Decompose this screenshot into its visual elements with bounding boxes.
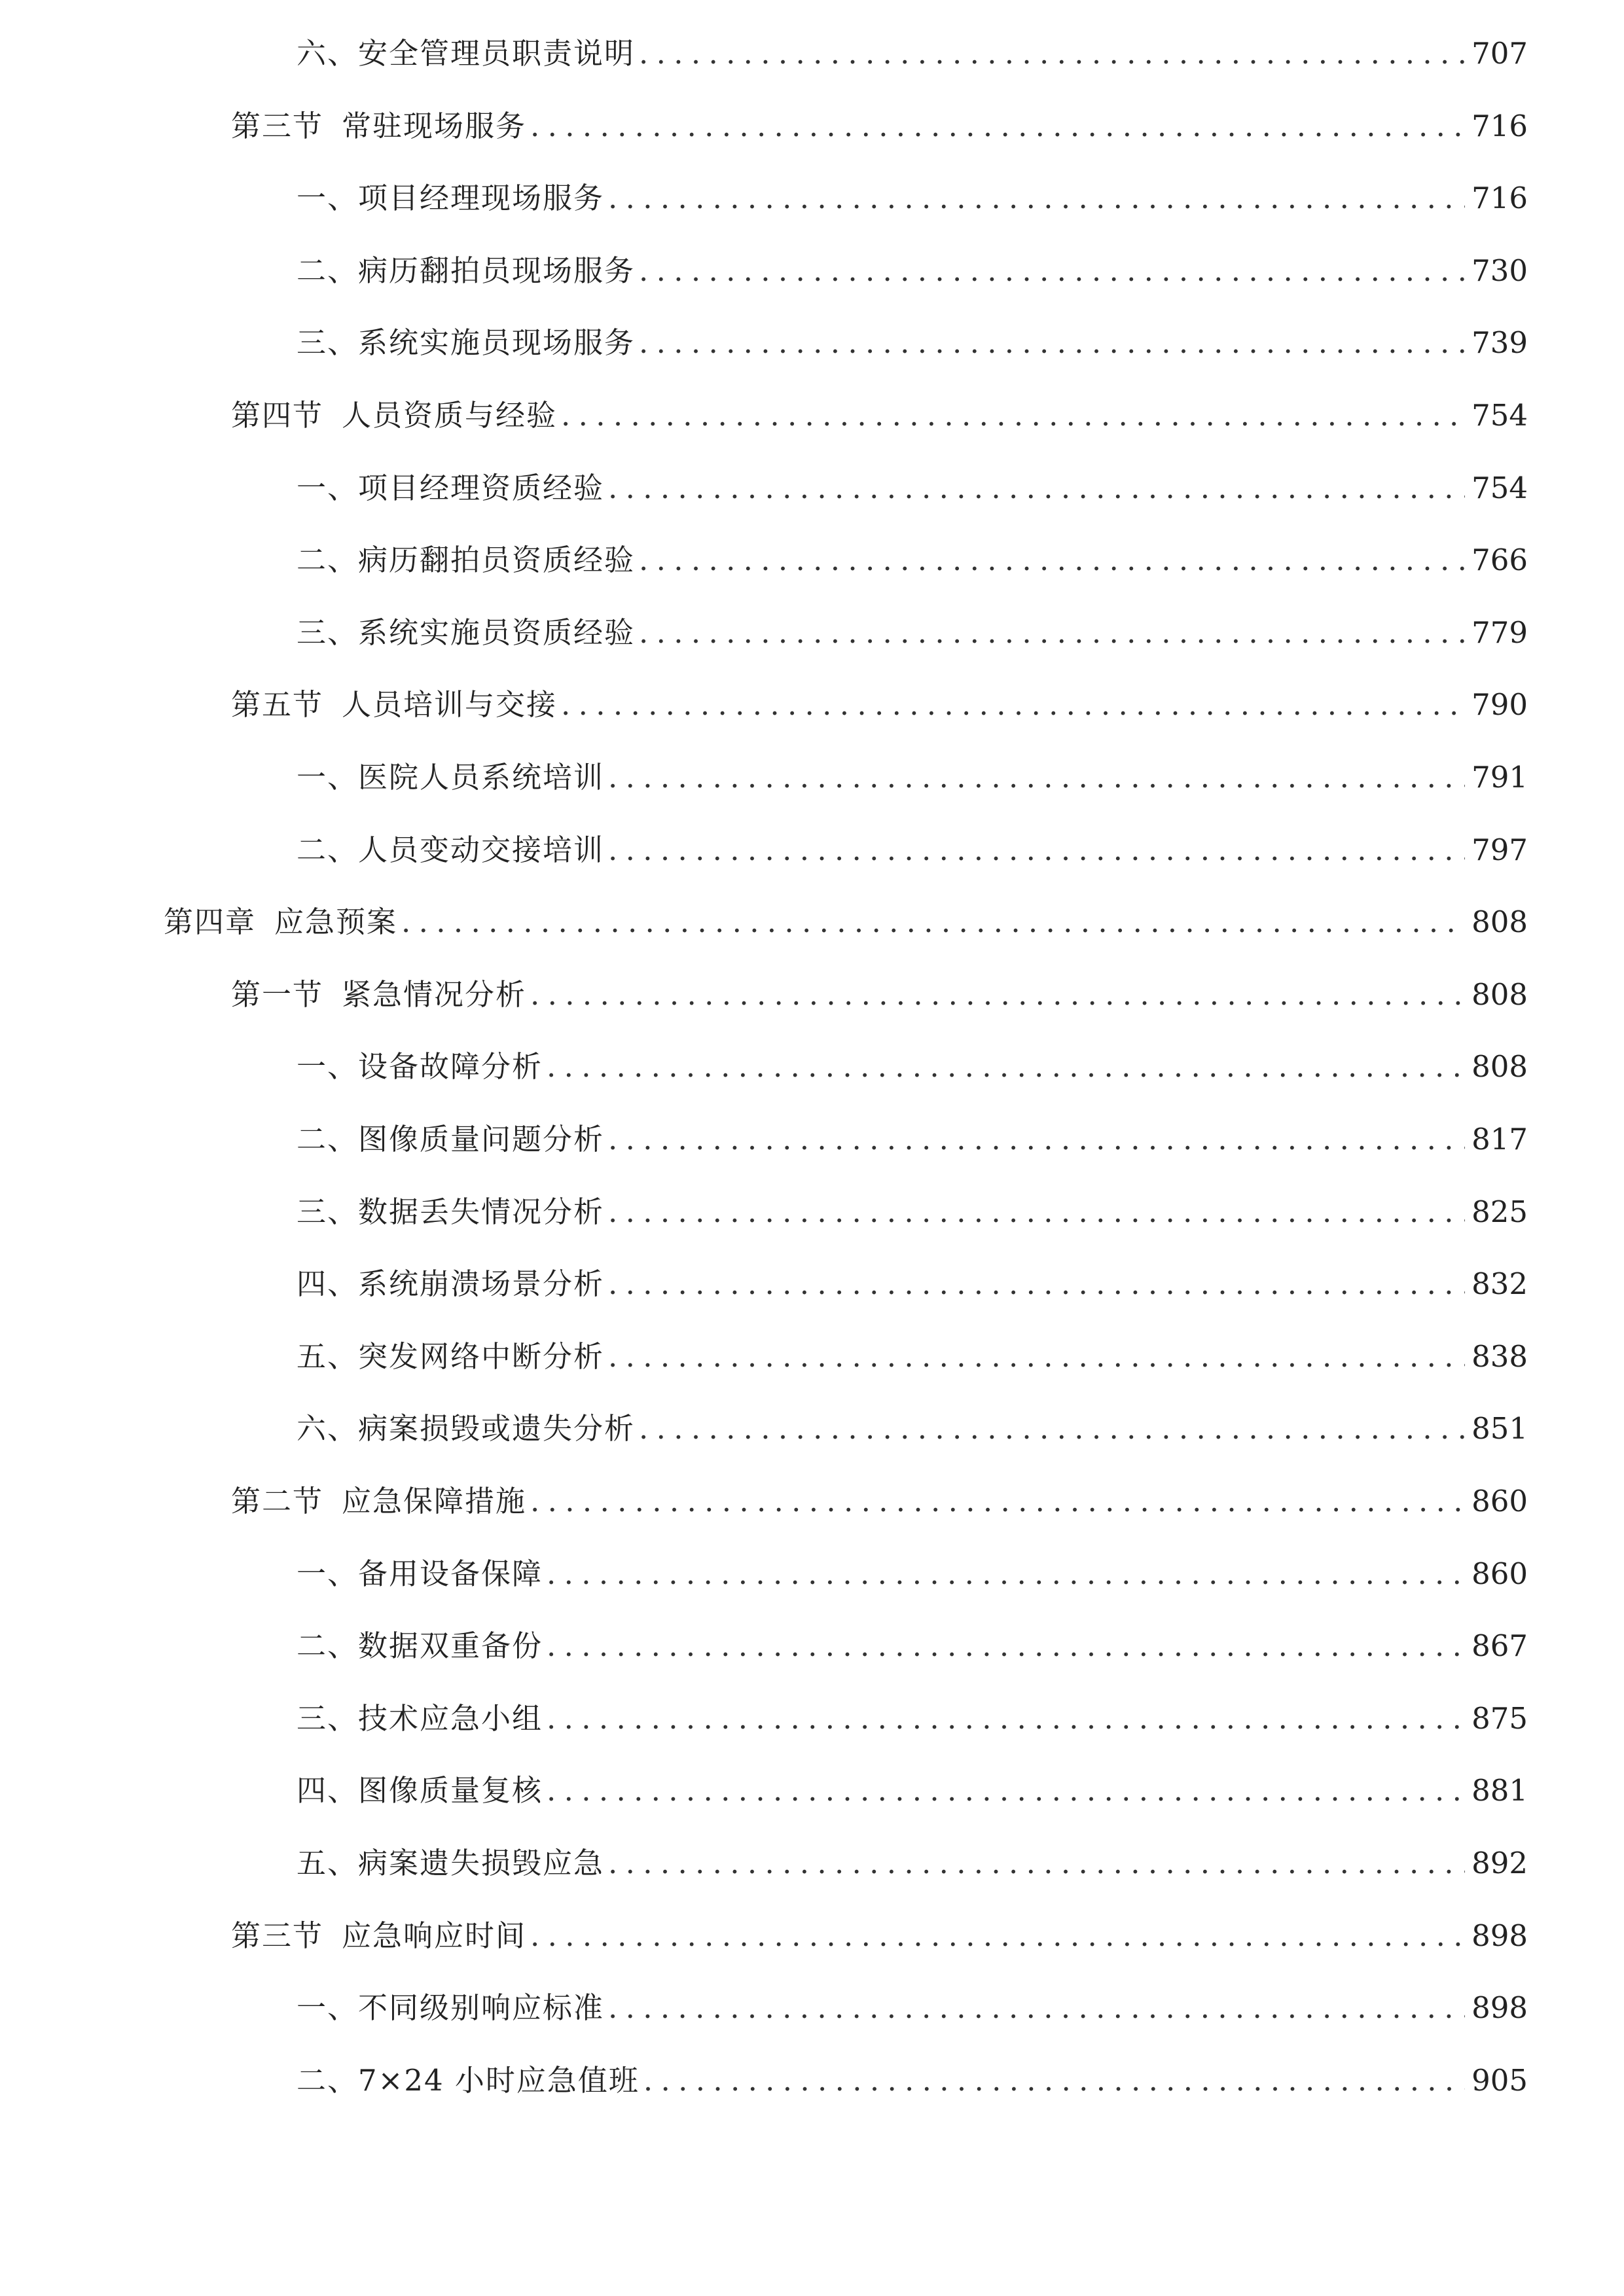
toc-entry-title: 人员培训与交接 <box>342 687 558 722</box>
toc-entry-title: 数据双重备份 <box>358 1628 543 1663</box>
toc-entry-title: 备用设备保障 <box>358 1556 543 1591</box>
toc-entry-title: 7×24 小时应急值班 <box>358 2063 640 2098</box>
toc-entry[interactable] <box>231 1913 1528 1959</box>
toc-entry[interactable] <box>164 899 1528 945</box>
toc-entry-page-number: 898 <box>1471 1918 1528 1953</box>
toc-entry-title: 应急保障措施 <box>342 1484 527 1518</box>
toc-entry-prefix: 二、 <box>297 833 359 867</box>
toc-entry[interactable] <box>297 320 1528 366</box>
toc-entry-prefix: 四、 <box>297 1266 359 1301</box>
toc-entry-prefix: 二、 <box>297 1122 359 1157</box>
toc-entry-page-number: 808 <box>1471 977 1528 1012</box>
toc-entry[interactable] <box>297 1985 1528 2031</box>
toc-entry-prefix: 五、 <box>297 1846 359 1880</box>
toc-entry-page-number: 730 <box>1471 253 1528 288</box>
dot-leader <box>547 1623 1465 1669</box>
toc-entry-title: 医院人员系统培训 <box>358 760 605 795</box>
dot-leader <box>547 1044 1465 1090</box>
toc-entry[interactable] <box>297 755 1528 800</box>
toc-entry[interactable] <box>297 1044 1528 1090</box>
dot-leader <box>530 1479 1465 1524</box>
toc-entry-page-number: 790 <box>1471 687 1528 722</box>
toc-entry-title: 不同级别响应标准 <box>358 1990 605 2025</box>
toc-entry[interactable] <box>297 248 1528 294</box>
toc-entry-title: 图像质量复核 <box>358 1773 543 1808</box>
toc-entry-title: 人员变动交接培训 <box>358 833 605 867</box>
toc-entry-prefix: 第一节 <box>231 977 324 1012</box>
toc-entry-title: 病案遗失损毁应急 <box>358 1846 605 1880</box>
toc-entry-page-number: 832 <box>1471 1266 1528 1301</box>
dot-leader <box>639 537 1465 583</box>
toc-entry-prefix: 一、 <box>297 1990 359 2025</box>
dot-leader <box>401 899 1465 945</box>
dot-leader <box>530 1913 1465 1959</box>
toc-entry-title: 系统崩溃场景分析 <box>358 1266 605 1301</box>
toc-entry[interactable] <box>297 610 1528 656</box>
toc-entry-prefix: 六、 <box>297 36 359 71</box>
toc-entry-page-number: 881 <box>1471 1773 1528 1808</box>
dot-leader <box>608 1840 1465 1886</box>
toc-entry[interactable] <box>231 393 1528 439</box>
dot-leader <box>530 103 1465 149</box>
toc-entry-title: 技术应急小组 <box>358 1701 543 1736</box>
toc-entry-prefix: 三、 <box>297 1194 359 1229</box>
toc-entry-page-number: 716 <box>1471 109 1528 143</box>
toc-entry-prefix: 第五节 <box>231 687 324 722</box>
toc-entry-title: 应急预案 <box>274 905 398 939</box>
dot-leader <box>608 465 1465 511</box>
toc-entry-title: 安全管理员职责说明 <box>358 36 636 71</box>
toc-entry-prefix: 四、 <box>297 1773 359 1808</box>
toc-entry[interactable] <box>297 1189 1528 1235</box>
toc-entry[interactable] <box>297 175 1528 221</box>
toc-entry-prefix: 五、 <box>297 1339 359 1374</box>
toc-entry[interactable] <box>297 827 1528 873</box>
toc-entry-prefix: 第四节 <box>231 398 324 433</box>
toc-entry-page-number: 754 <box>1471 398 1528 433</box>
dot-leader <box>530 972 1465 1018</box>
toc-entry[interactable] <box>297 1551 1528 1597</box>
toc-entry-prefix: 三、 <box>297 1701 359 1736</box>
toc-entry-page-number: 860 <box>1471 1556 1528 1591</box>
dot-leader <box>639 1406 1465 1452</box>
toc-entry[interactable] <box>297 1623 1528 1669</box>
toc-entry-title: 紧急情况分析 <box>342 977 527 1012</box>
toc-entry-prefix: 一、 <box>297 1049 359 1084</box>
toc-entry-page-number: 817 <box>1471 1122 1528 1157</box>
toc-entry-title: 病历翻拍员资质经验 <box>358 543 636 577</box>
toc-entry-page-number: 825 <box>1471 1194 1528 1229</box>
toc-entry-prefix: 一、 <box>297 1556 359 1591</box>
toc-entry-page-number: 766 <box>1471 543 1528 577</box>
dot-leader <box>608 175 1465 221</box>
toc-entry-page-number: 867 <box>1471 1628 1528 1663</box>
toc-entry-title: 项目经理现场服务 <box>358 181 605 215</box>
dot-leader <box>608 1261 1465 1307</box>
toc-entry[interactable] <box>297 1261 1528 1307</box>
toc-entry-page-number: 851 <box>1471 1411 1528 1446</box>
toc-entry-prefix: 二、 <box>297 253 359 288</box>
toc-entry-title: 常驻现场服务 <box>342 109 527 143</box>
toc-entry-page-number: 898 <box>1471 1990 1528 2025</box>
toc-entry-page-number: 808 <box>1471 1049 1528 1084</box>
toc-entry-prefix: 二、 <box>297 1628 359 1663</box>
dot-leader <box>561 393 1465 439</box>
toc-entry-page-number: 860 <box>1471 1484 1528 1518</box>
dot-leader <box>608 1334 1465 1380</box>
dot-leader <box>639 610 1465 656</box>
dot-leader <box>547 1768 1465 1814</box>
dot-leader <box>547 1551 1465 1597</box>
toc-entry[interactable] <box>297 1768 1528 1814</box>
dot-leader <box>639 248 1465 294</box>
dot-leader <box>639 31 1465 77</box>
toc-entry-title: 系统实施员现场服务 <box>358 325 636 360</box>
dot-leader <box>608 827 1465 873</box>
toc-entry-prefix: 二、 <box>297 543 359 577</box>
toc-entry-title: 图像质量问题分析 <box>358 1122 605 1157</box>
toc-entry-prefix: 三、 <box>297 615 359 650</box>
toc-entry[interactable] <box>297 31 1528 77</box>
toc-entry-title: 病历翻拍员现场服务 <box>358 253 636 288</box>
toc-entry-page-number: 779 <box>1471 615 1528 650</box>
toc-entry-title: 项目经理资质经验 <box>358 471 605 505</box>
toc-entry[interactable] <box>231 972 1528 1018</box>
toc-entry-page-number: 892 <box>1471 1846 1528 1880</box>
toc-entry-page-number: 838 <box>1471 1339 1528 1374</box>
toc-entry-title: 突发网络中断分析 <box>358 1339 605 1374</box>
dot-leader <box>608 1117 1465 1162</box>
toc-entry-title: 系统实施员资质经验 <box>358 615 636 650</box>
toc-entry-page-number: 754 <box>1471 471 1528 505</box>
toc-entry-page-number: 875 <box>1471 1701 1528 1736</box>
toc-entry-prefix: 三、 <box>297 325 359 360</box>
toc-entry-page-number: 791 <box>1471 760 1528 795</box>
toc-entry-title: 设备故障分析 <box>358 1049 543 1084</box>
dot-leader <box>561 682 1465 728</box>
toc-entry-prefix: 一、 <box>297 181 359 215</box>
toc-entry[interactable] <box>297 2058 1528 2104</box>
toc-entry-prefix: 第三节 <box>231 109 324 143</box>
toc-entry-prefix: 第四章 <box>164 905 257 939</box>
dot-leader <box>643 2058 1465 2104</box>
toc-entry-prefix: 二、 <box>297 2063 359 2098</box>
toc-entry[interactable] <box>297 1696 1528 1742</box>
toc-entry-page-number: 707 <box>1471 36 1528 71</box>
toc-entry[interactable] <box>231 103 1528 149</box>
toc-entry[interactable] <box>297 1840 1528 1886</box>
toc-entry-page-number: 808 <box>1471 905 1528 939</box>
toc-entry-page-number: 905 <box>1471 2063 1528 2098</box>
toc-entry[interactable] <box>297 1334 1528 1380</box>
toc-entry-page-number: 797 <box>1471 833 1528 867</box>
toc-entry-page-number: 716 <box>1471 181 1528 215</box>
toc-entry[interactable] <box>231 682 1528 728</box>
toc-entry-prefix: 一、 <box>297 471 359 505</box>
toc-entry-page-number: 739 <box>1471 325 1528 360</box>
toc-entry[interactable] <box>297 537 1528 583</box>
toc-entry-prefix: 第二节 <box>231 1484 324 1518</box>
toc-entry-title: 人员资质与经验 <box>342 398 558 433</box>
dot-leader <box>608 755 1465 800</box>
dot-leader <box>608 1189 1465 1235</box>
toc-entry-prefix: 六、 <box>297 1411 359 1446</box>
toc-entry-title: 病案损毁或遗失分析 <box>358 1411 636 1446</box>
toc-entry[interactable] <box>297 1117 1528 1162</box>
toc-entry-prefix: 第三节 <box>231 1918 324 1953</box>
dot-leader <box>608 1985 1465 2031</box>
toc-entry[interactable] <box>297 465 1528 511</box>
toc-entry[interactable] <box>231 1479 1528 1524</box>
dot-leader <box>639 320 1465 366</box>
toc-entry-title: 应急响应时间 <box>342 1918 527 1953</box>
toc-entry[interactable] <box>297 1406 1528 1452</box>
toc-entry-title: 数据丢失情况分析 <box>358 1194 605 1229</box>
dot-leader <box>547 1696 1465 1742</box>
toc-entry-prefix: 一、 <box>297 760 359 795</box>
